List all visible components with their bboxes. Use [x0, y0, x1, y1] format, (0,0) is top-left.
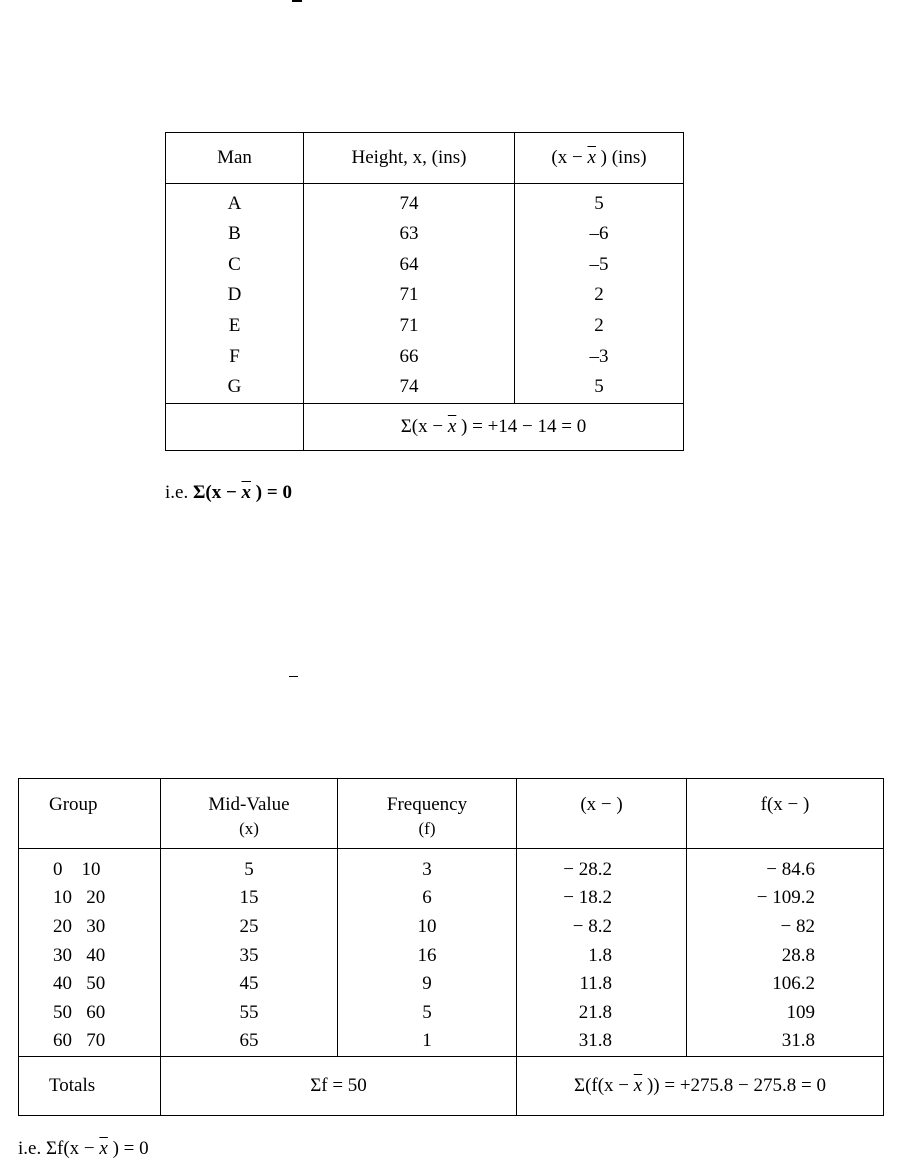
cell-frequency: 9 — [338, 970, 517, 999]
conclusion-note-2: i.e. $\Sigma f(x - \overline{x}$ ) = 0 — [18, 1138, 149, 1159]
sum-row-empty-cell — [166, 403, 304, 450]
cell-deviation: − 28.2 — [517, 849, 687, 884]
cell-frequency: 6 — [338, 884, 517, 913]
table-row — [19, 913, 884, 942]
x-bar-symbol: $\overline{x}$ — [447, 415, 457, 437]
col-header-f-deviation: f(x − ) — [687, 779, 884, 849]
cell-man: B — [166, 219, 304, 250]
x-bar-symbol: $\overline{x}$ — [241, 482, 252, 503]
overline-fragment-top — [292, 0, 302, 2]
cell-f-deviation: − 84.6 — [687, 849, 884, 884]
table-row — [166, 311, 684, 342]
conclusion-note-1: i.e. $\Sigma(x - \overline{x}$ ) = 0 — [165, 482, 292, 503]
cell-mid-value: 15 — [161, 884, 338, 913]
sum-formula: $\Sigma(x - \overline{x}$ ) = +14 − 14 = 0 — [304, 403, 684, 450]
cell-deviation: 5 — [515, 372, 684, 403]
x-bar-symbol: $\overline{x}$ — [99, 1138, 108, 1159]
cell-f-deviation: 106.2 — [687, 970, 884, 999]
cell-mid-value: 65 — [161, 1027, 338, 1056]
table-row — [19, 884, 884, 913]
col-header-height: Height, x, (ins) — [304, 133, 515, 184]
cell-man: C — [166, 250, 304, 281]
cell-group: 30 40 — [19, 941, 161, 970]
cell-height: 74 — [304, 372, 515, 403]
totals-frequency: Σf = 50 — [161, 1056, 517, 1115]
heights-table — [165, 132, 684, 451]
sum-row — [166, 403, 684, 450]
cell-group: 0 10 — [19, 849, 161, 884]
cell-deviation: 11.8 — [517, 970, 687, 999]
cell-man: D — [166, 280, 304, 311]
cell-height: 66 — [304, 341, 515, 372]
totals-label: Totals — [19, 1056, 161, 1115]
cell-f-deviation: − 82 — [687, 913, 884, 942]
cell-deviation: 2 — [515, 311, 684, 342]
group-column-gap-line — [38, 852, 66, 854]
cell-man: A — [166, 184, 304, 219]
x-bar-symbol: $\overline{x}$ — [633, 1074, 643, 1096]
cell-frequency: 1 — [338, 1027, 517, 1056]
cell-f-deviation: 28.8 — [687, 941, 884, 970]
cell-group: 60 70 — [19, 1027, 161, 1056]
table-row — [19, 998, 884, 1027]
table-row — [166, 280, 684, 311]
cell-f-deviation: 109 — [687, 998, 884, 1027]
col-header-deviation: ($x - \overline{x}$ ) (ins) — [515, 133, 684, 184]
col-header-group: Group — [19, 779, 161, 849]
cell-deviation: –6 — [515, 219, 684, 250]
cell-frequency: 16 — [338, 941, 517, 970]
table-row — [166, 219, 684, 250]
cell-deviation: − 8.2 — [517, 913, 687, 942]
totals-row — [19, 1056, 884, 1115]
col-header-mid-value: Mid-Value (x) — [161, 779, 338, 849]
table-row — [19, 941, 884, 970]
cell-mid-value: 25 — [161, 913, 338, 942]
cell-frequency: 5 — [338, 998, 517, 1027]
table-row — [19, 970, 884, 999]
cell-height: 64 — [304, 250, 515, 281]
cell-group: 10 20 — [19, 884, 161, 913]
table-row — [166, 372, 684, 403]
table-row — [19, 849, 884, 884]
cell-deviation: –3 — [515, 341, 684, 372]
grouped-frequency-table — [18, 778, 884, 1116]
cell-mid-value: 55 — [161, 998, 338, 1027]
col-header-deviation: (x − ) — [517, 779, 687, 849]
cell-height: 74 — [304, 184, 515, 219]
cell-mid-value: 45 — [161, 970, 338, 999]
col-header-frequency: Frequency (f) — [338, 779, 517, 849]
table-row — [166, 184, 684, 219]
overline-fragment-middle — [289, 676, 298, 677]
table-header-row — [166, 133, 684, 184]
cell-deviation: 31.8 — [517, 1027, 687, 1056]
cell-deviation: 5 — [515, 184, 684, 219]
cell-mid-value: 35 — [161, 941, 338, 970]
cell-height: 63 — [304, 219, 515, 250]
cell-frequency: 10 — [338, 913, 517, 942]
cell-man: G — [166, 372, 304, 403]
cell-group: 20 30 — [19, 913, 161, 942]
table-row — [166, 250, 684, 281]
cell-mid-value: 5 — [161, 849, 338, 884]
cell-deviation: 1.8 — [517, 941, 687, 970]
table-header-row — [19, 779, 884, 849]
cell-frequency: 3 — [338, 849, 517, 884]
cell-deviation: –5 — [515, 250, 684, 281]
cell-deviation: 21.8 — [517, 998, 687, 1027]
table-row — [19, 1027, 884, 1056]
cell-height: 71 — [304, 280, 515, 311]
cell-height: 71 — [304, 311, 515, 342]
cell-deviation: 2 — [515, 280, 684, 311]
cell-f-deviation: − 109.2 — [687, 884, 884, 913]
cell-group: 50 60 — [19, 998, 161, 1027]
cell-f-deviation: 31.8 — [687, 1027, 884, 1056]
cell-deviation: − 18.2 — [517, 884, 687, 913]
totals-sum-formula: $\Sigma(f(x - \overline{x}$ )) = +275.8 − 275.8 = 0 — [517, 1056, 884, 1115]
cell-man: F — [166, 341, 304, 372]
cell-man: E — [166, 311, 304, 342]
col-header-man: Man — [166, 133, 304, 184]
table-row — [166, 341, 684, 372]
x-bar-symbol: $\overline{x}$ — [587, 147, 596, 169]
cell-group: 40 50 — [19, 970, 161, 999]
